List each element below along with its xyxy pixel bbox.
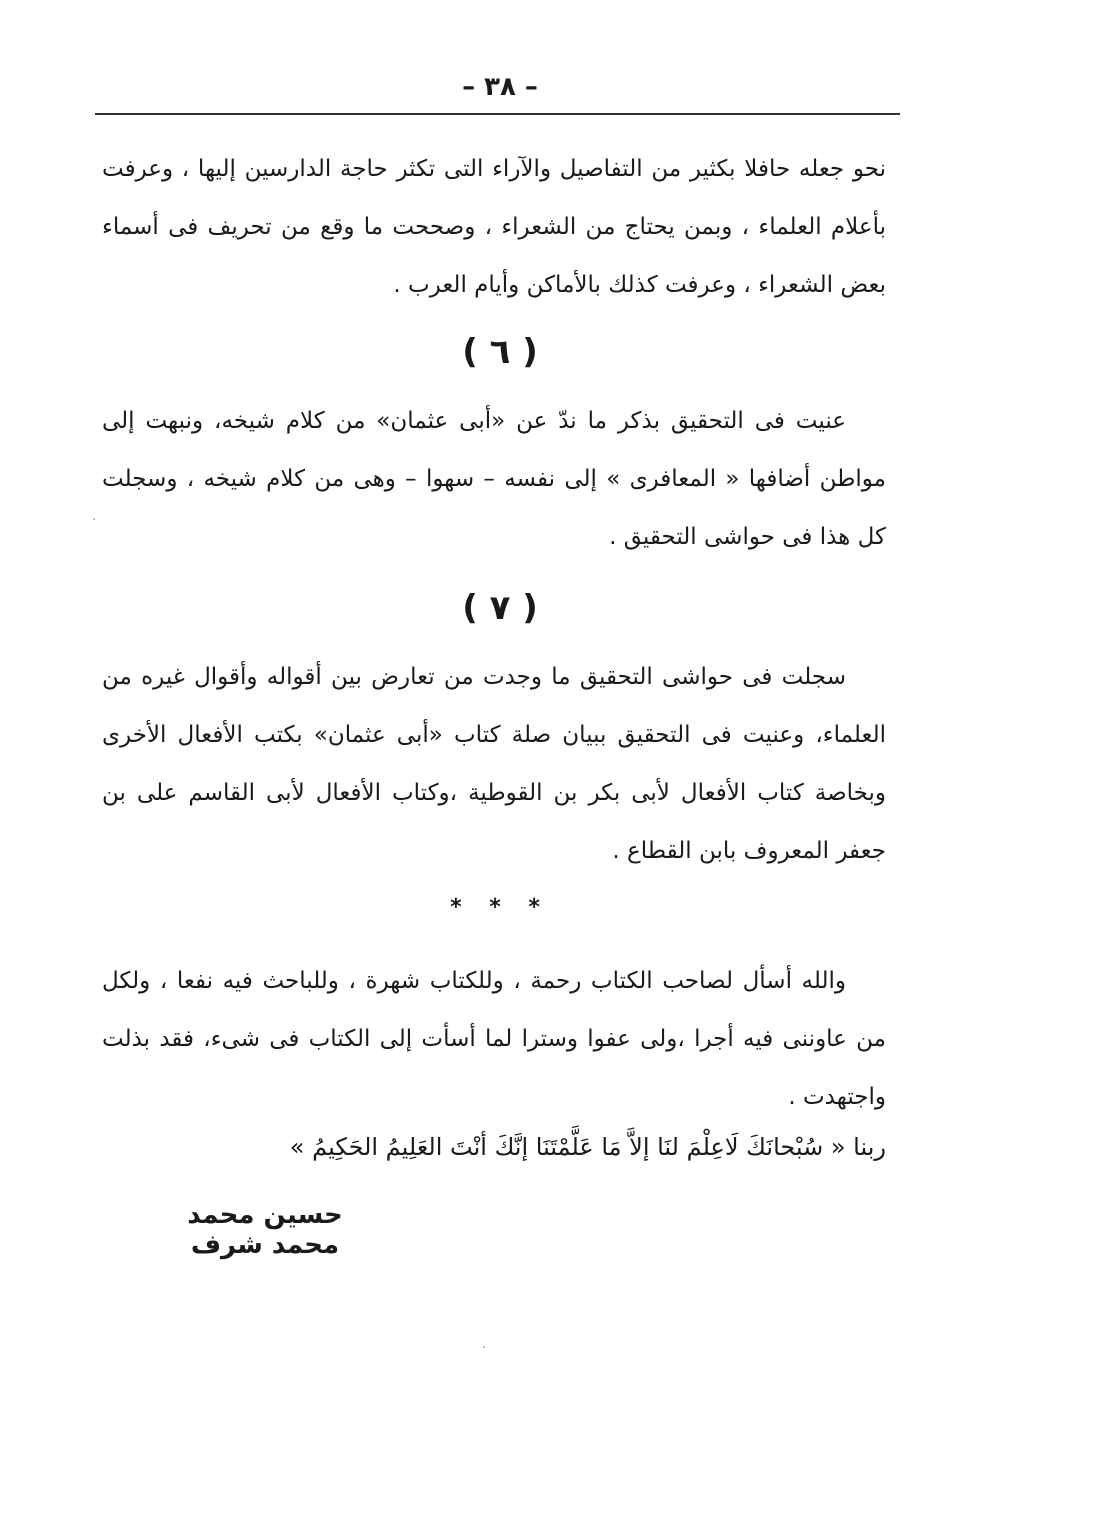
- section-number-6: ( ٦ ): [462, 332, 538, 372]
- paragraph-section-7: سجلت فى حواشى التحقيق ما وجدت من تعارض بين أقواله وأقوال غيره من العلماء، وعنيت فى التحقيق ببيان صلة كتاب «أبى عثمان» بكتب الأفعال الأخرى وبخاصة كتاب الأفعال لأبى بكر بن القوطية ،وكتاب الأفعال لأبى القاسم على بن جعفر المعروف بابن القطاع .: [102, 664, 886, 864]
- paragraph-section-6: عنيت فى التحقيق بذكر ما ندّ عن «أبى عثمان» من كلام شيخه، ونبهت إلى مواطن أضافها « المعافرى » إلى نفسه – سهوا – وهى من كلام شيخه ، وسجلت كل هذا فى حواشى التحقيق .: [102, 408, 886, 550]
- section-separator: * * *: [450, 895, 550, 920]
- paragraph-continued: نحو جعله حافلا بكثير من التفاصيل والآراء التى تكثر حاجة الدارسين إليها ، وعرفت بأعلام العلماء ، وبمن يحتاج من الشعراء ، وصححت ما وقع من تحريف فى أسماء بعض الشعراء ، وعرفت كذلك بالأماكن وأيام العرب .: [102, 156, 886, 298]
- scan-speck: ·: [92, 512, 97, 528]
- scan-speck: ·: [482, 1340, 487, 1356]
- closing-paragraph: والله أسأل لصاحب الكتاب رحمة ، وللكتاب شهرة ، وللباحث فيه نفعا ، ولكل من عاوننى فيه أجرا ،ولى عفوا وسترا لما أسأت إلى الكتاب فى شىء، فقد بذلت واجتهدت .: [102, 968, 886, 1110]
- page-number: – ٣٨ –: [462, 72, 538, 102]
- author-signature: حسين محمد محمد شرف: [187, 1200, 343, 1260]
- closing-verse: ربنا « سُبْحانَكَ لَاعِلْمَ لنَا إلاَّ مَا عَلَّمْتَنَا إنَّكَ أنْتَ العَلِيمُ الحَكِيمُ »: [289, 1133, 886, 1161]
- header-rule: [95, 113, 900, 115]
- section-number-7: ( ٧ ): [462, 588, 538, 628]
